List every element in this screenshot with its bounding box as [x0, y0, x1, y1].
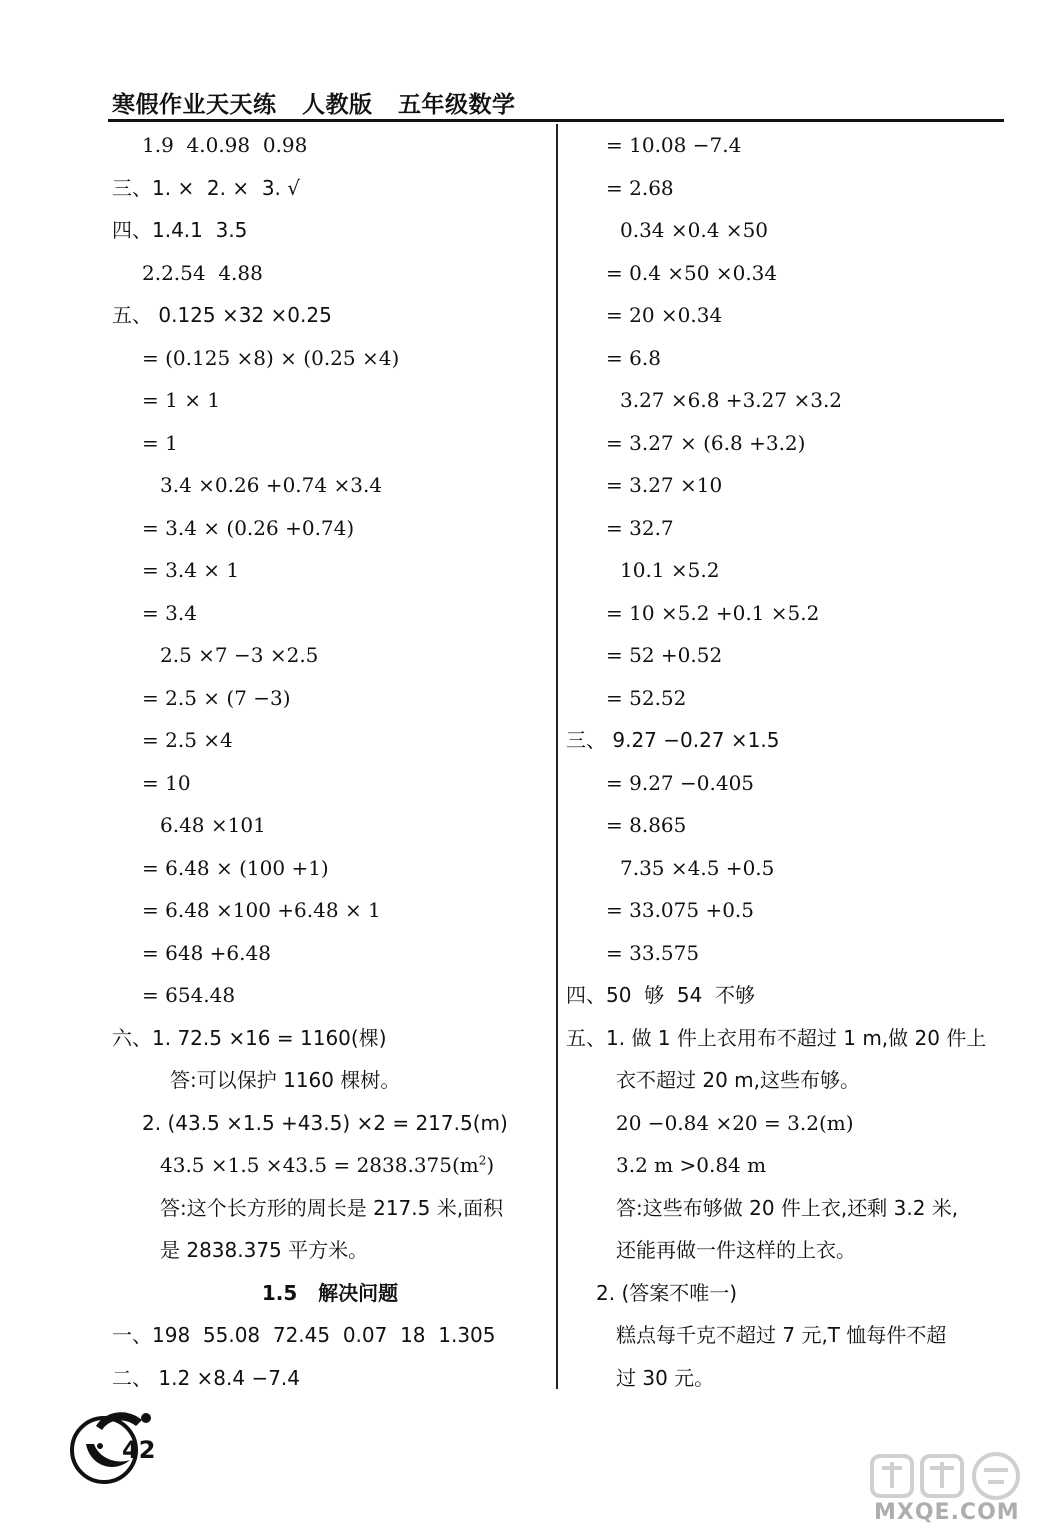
answer-line: = 10 ×5.2 +0.1 ×5.2 [606, 600, 820, 625]
answer-line: = 20 ×0.34 [606, 303, 723, 327]
answer-line: 二、 1.2 ×8.4 −7.4 [112, 1365, 301, 1390]
page-number: 42 [122, 1436, 156, 1464]
answer-line: = 1 [142, 430, 178, 455]
answer-line: 答:可以保护 1160 棵树。 [170, 1068, 401, 1092]
answer-line: 四、1.4.1 3.5 [112, 218, 248, 242]
watermark-text: MXQE.COM [874, 1500, 1020, 1525]
answer-line: 五、1. 做 1 件上衣用布不超过 1 m,做 20 件上 [566, 1025, 987, 1050]
left-column [112, 124, 548, 1399]
answer-line: = 32.7 [606, 515, 674, 540]
answer-line: = 654.48 [142, 983, 236, 1007]
section-title: 1.5 解决问题 [261, 1280, 399, 1305]
answer-text: ) [486, 1153, 495, 1177]
answer-line: = 2.68 [606, 175, 674, 200]
answer-line: = 52.52 [606, 685, 687, 710]
answer-line: 3.4 ×0.26 +0.74 ×3.4 [160, 473, 383, 497]
answer-line: 6.48 ×101 [160, 813, 266, 837]
answer-line: = 3.4 × 1 [142, 558, 240, 582]
answer-line: = 10.08 −7.4 [606, 133, 742, 157]
answer-line: 20 −0.84 ×20 = 3.2(m) [616, 1110, 854, 1135]
answer-line: 3.2 m >0.84 m [616, 1153, 767, 1177]
answer-line: 三、1. × 2. × 3. √ [112, 175, 301, 200]
answer-line: = 8.865 [606, 813, 687, 837]
column-divider [556, 124, 558, 1389]
answer-line: = 6.48 ×100 +6.48 × 1 [142, 898, 381, 922]
answer-text: 43.5 ×1.5 ×43.5 = 2838.375(m [160, 1153, 479, 1177]
answer-line: 衣不超过 20 m,这些布够。 [616, 1068, 861, 1092]
answer-line: = 1 × 1 [142, 388, 221, 412]
answer-line: = 33.075 +0.5 [606, 898, 755, 922]
answer-line: 2.5 ×7 −3 ×2.5 [160, 643, 319, 667]
right-column [566, 124, 1006, 1399]
answer-line: = 2.5 ×4 [142, 728, 233, 752]
answer-line: 2. (答案不唯一) [596, 1280, 738, 1305]
answer-line: = 3.4 [142, 600, 197, 625]
answer-line: = 33.575 [606, 940, 700, 965]
answer-line: = 0.4 ×50 ×0.34 [606, 260, 778, 285]
answer-line: = 3.27 × (6.8 +3.2) [606, 430, 806, 455]
answer-line: 糕点每千克不超过 7 元,T 恤每件不超 [616, 1323, 947, 1347]
answer-line: 3.27 ×6.8 +3.27 ×3.2 [620, 388, 843, 412]
answer-line: 四、50 够 54 不够 [566, 983, 756, 1007]
answer-line: 还能再做一件这样的上衣。 [616, 1238, 856, 1262]
header-rule [108, 119, 1004, 122]
answer-line: = 9.27 −0.405 [606, 770, 755, 795]
answer-line: = 2.5 × (7 −3) [142, 685, 291, 710]
answer-line: 一、198 55.08 72.45 0.07 18 1.305 [112, 1323, 496, 1347]
answer-line: 10.1 ×5.2 [620, 558, 720, 582]
answer-line: 是 2838.375 平方米。 [160, 1238, 369, 1262]
answer-line: = 6.8 [606, 345, 661, 370]
answer-line: 1.9 4.0.98 0.98 [142, 133, 308, 157]
answer-line: 2.2.54 4.88 [142, 260, 263, 285]
answer-line: 答:这个长方形的周长是 217.5 米,面积 [160, 1195, 504, 1220]
answer-line: = (0.125 ×8) × (0.25 ×4) [142, 345, 400, 370]
answer-line: 过 30 元。 [616, 1365, 715, 1390]
answer-line: 五、 0.125 ×32 ×0.25 [112, 303, 332, 327]
superscript: 2 [478, 1153, 487, 1168]
answer-line: = 648 +6.48 [142, 940, 271, 965]
answer-line: 7.35 ×4.5 +0.5 [620, 855, 775, 880]
answer-line: 三、 9.27 −0.27 ×1.5 [566, 728, 780, 752]
answer-line: = 52 +0.52 [606, 643, 723, 667]
answer-line: 0.34 ×0.4 ×50 [620, 218, 769, 242]
answer-line: 2. (43.5 ×1.5 +43.5) ×2 = 217.5(m) [142, 1110, 508, 1135]
answer-line: 六、1. 72.5 ×16 = 1160(棵) [112, 1025, 387, 1050]
answer-line: = 3.27 ×10 [606, 473, 723, 497]
answer-line: 答:这些布够做 20 件上衣,还剩 3.2 米, [616, 1195, 959, 1220]
answer-line: = 6.48 × (100 +1) [142, 855, 329, 880]
page-header: 寒假作业天天练 人教版 五年级数学 [112, 92, 516, 118]
answer-line: = 3.4 × (0.26 +0.74) [142, 515, 355, 540]
answer-line [112, 1144, 548, 1187]
answer-line: = 10 [142, 770, 191, 795]
